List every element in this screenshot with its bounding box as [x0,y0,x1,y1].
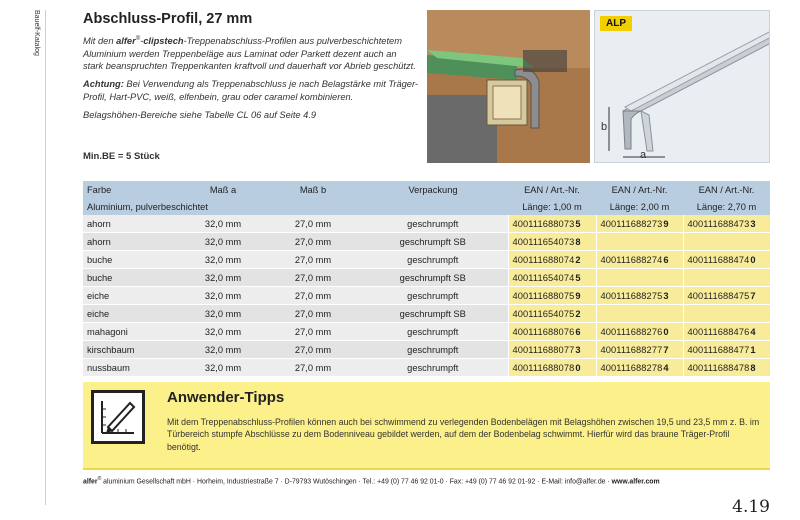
row-ean-1: 4001116880766 [508,323,596,341]
table-row [83,341,770,359]
header-mass-b: Maß b [268,181,358,199]
row-farbe: ahorn [83,215,178,233]
header-ean-1: EAN / Art.-Nr. [508,181,596,199]
row-ean-3 [683,233,770,251]
row-ean-2: 4001116882746 [596,251,683,269]
row-mass-a: 32,0 mm [178,251,268,269]
row-ean-3: 4001116884733 [683,215,770,233]
row-ean-2: 4001116882739 [596,215,683,233]
row-ean-3: 4001116884788 [683,359,770,377]
row-mass-b: 27,0 mm [268,341,358,359]
row-ean-3: 4001116884764 [683,323,770,341]
intro-text [83,33,419,128]
row-ean-1: 4001116880735 [508,215,596,233]
row-mass-b: 27,0 mm [268,233,358,251]
profile-type-badge: ALP [600,16,632,31]
row-ean-1: 4001116880742 [508,251,596,269]
row-ean-2: 4001116882777 [596,341,683,359]
website-link[interactable]: www.alfer.com [611,478,660,486]
min-order-quantity: Min.BE = 5 Stück [83,151,160,162]
row-mass-a: 32,0 mm [178,287,268,305]
row-ean-2 [596,305,683,323]
table-row [83,323,770,341]
row-ean-2: 4001116882760 [596,323,683,341]
header-farbe: Farbe [83,181,178,199]
row-mass-a: 32,0 mm [178,323,268,341]
row-ean-3 [683,269,770,287]
row-mass-a: 32,0 mm [178,233,268,251]
intro-paragraph-3: Belagshöhen-Bereiche siehe Tabelle CL 06 auf Seite 4.9 [83,110,317,121]
header-verpackung: Verpackung [358,181,508,199]
row-farbe: kirschbaum [83,341,178,359]
row-ean-3: 4001116884740 [683,251,770,269]
row-ean-2 [596,233,683,251]
row-mass-a: 32,0 mm [178,305,268,323]
row-mass-b: 27,0 mm [268,323,358,341]
table-row [83,287,770,305]
row-farbe: mahagoni [83,323,178,341]
intro-paragraph-1: Mit den alfer®-clipstech-Treppenabschluss-Profilen aus pulverbeschichtetem Aluminium werden Treppenbeläge aus Laminat oder Parkett dezent auch an stark beanspruchten Treppenkanten kraftvoll und dauerhaft vor Abrieb geschützt. [83,36,416,71]
row-verpackung: geschrumpft SB [358,305,508,323]
row-farbe: nussbaum [83,359,178,377]
dimension-b-label: b [601,121,608,133]
row-ean-1: 4001116880780 [508,359,596,377]
row-ean-1: 4001116880773 [508,341,596,359]
row-ean-1: 4001116540745 [508,269,596,287]
row-mass-a: 32,0 mm [178,269,268,287]
row-ean-1: 4001116540738 [508,233,596,251]
material-subheader: Aluminium, pulverbeschichtet [83,199,508,215]
table-row [83,251,770,269]
header-ean-3: EAN / Art.-Nr. [683,181,770,199]
row-ean-3 [683,305,770,323]
header-mass-a: Maß a [178,181,268,199]
product-table [83,181,770,377]
row-verpackung: geschrumpft [358,341,508,359]
length-1m: Länge: 1,00 m [508,199,596,215]
row-verpackung: geschrumpft [358,251,508,269]
length-2-7m: Länge: 2,70 m [683,199,770,215]
row-verpackung: geschrumpft SB [358,269,508,287]
row-mass-b: 27,0 mm [268,359,358,377]
row-verpackung: geschrumpft SB [358,233,508,251]
row-farbe: ahorn [83,233,178,251]
row-mass-b: 27,0 mm [268,305,358,323]
dimension-a-label: a [640,149,647,161]
tips-text: Mit dem Treppenabschluss-Profilen können auch bei schwimmend zu verlegenden Bodenbelägen mit Belagshöhen zwischen 19,5 und 23,5 mm z. B. im Türbereich stumpfe Abschlüsse zu dem Bodenniveau gebildet werden, auf dem der Bodenbelag schwimmt. Hierfür wird das braune Träger-Profil benötigt. [167,417,760,452]
table-row [83,215,770,233]
row-mass-b: 27,0 mm [268,269,358,287]
row-farbe: eiche [83,305,178,323]
row-farbe: eiche [83,287,178,305]
row-verpackung: geschrumpft [358,287,508,305]
sidebar-vertical-label: Bauelf-Katalog [33,10,40,56]
tips-title: Anwender-Tipps [167,389,285,406]
row-ean-3: 4001116884771 [683,341,770,359]
pencil-ruler-icon [91,390,145,444]
profile-diagram [594,10,770,163]
row-farbe: buche [83,269,178,287]
row-ean-1: 4001116880759 [508,287,596,305]
row-mass-b: 27,0 mm [268,215,358,233]
table-row [83,269,770,287]
row-ean-1: 4001116540752 [508,305,596,323]
intro-paragraph-2: Achtung: Bei Verwendung als Treppenabschluss je nach Belagstärke mit Träger-Profil, Hart-PVC, weiß, elfenbein, grau oder caramel kombinieren. [83,79,419,102]
page-title: Abschluss-Profil, 27 mm [83,11,253,27]
row-ean-2 [596,269,683,287]
page-number: 4.19 [732,497,770,517]
row-mass-b: 27,0 mm [268,251,358,269]
row-mass-b: 27,0 mm [268,287,358,305]
length-2m: Länge: 2,00 m [596,199,683,215]
row-ean-3: 4001116884757 [683,287,770,305]
row-mass-a: 32,0 mm [178,359,268,377]
table-row [83,233,770,251]
table-row [83,359,770,377]
row-ean-2: 4001116882753 [596,287,683,305]
header-ean-2: EAN / Art.-Nr. [596,181,683,199]
company-footer: alfer® aluminium Gesellschaft mbH · Horheim, Industriestraße 7 · D-79793 Wutöschingen · Tel.: +49 (0) 77 46 92 01-0 · Fax: +49 (0) 77 46 92 01-92 · E-Mail: info@alfer.de · www.alfer.com [83,476,660,486]
table-row [83,305,770,323]
row-farbe: buche [83,251,178,269]
product-photo [427,10,590,163]
row-mass-a: 32,0 mm [178,341,268,359]
row-verpackung: geschrumpft [358,215,508,233]
row-verpackung: geschrumpft [358,323,508,341]
user-tips-box [83,382,770,470]
sidebar-divider [45,10,46,505]
row-mass-a: 32,0 mm [178,215,268,233]
row-verpackung: geschrumpft [358,359,508,377]
row-ean-2: 4001116882784 [596,359,683,377]
